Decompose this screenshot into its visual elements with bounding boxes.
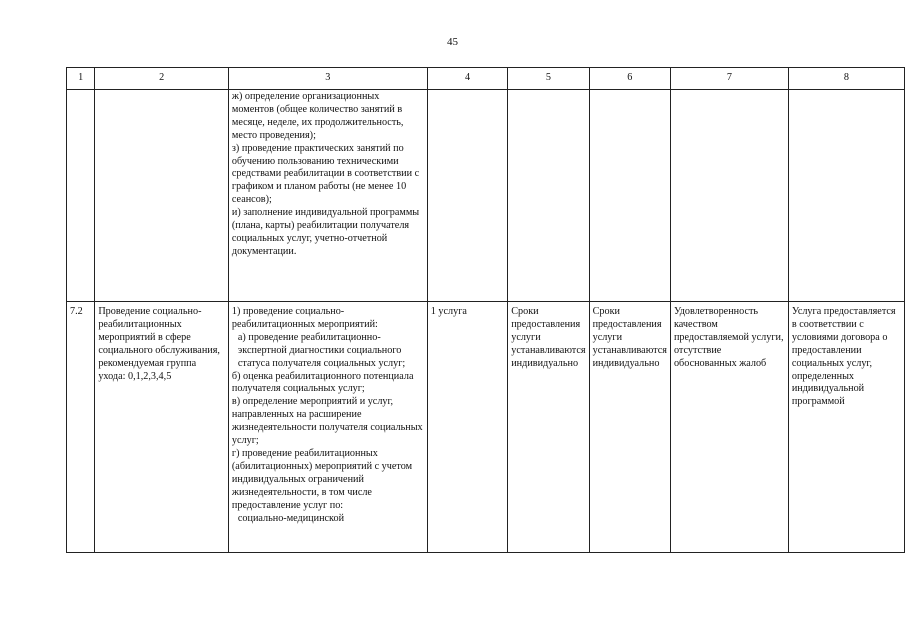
measures-cell: [228, 90, 427, 302]
cell-empty: [670, 90, 788, 302]
service-volume: 1 услуга: [427, 302, 507, 553]
measure-item: 1) проведение социально-реабилитационных мероприятий:: [231, 306, 378, 330]
row-number: 7.2: [67, 302, 95, 553]
measure-item: социально-медицинской: [237, 512, 345, 524]
measure-item: в) определение мероприятий и услуг, направленных на расширение жизнедеятельности получателя социальных услуг;: [231, 396, 423, 447]
cell-empty: [788, 90, 904, 302]
measure-item: и) заполнение индивидуальной программы (плана, карты) реабилитации получателя социальных услуг, учетно-отчетной документации.: [231, 207, 420, 257]
services-table: [66, 67, 905, 553]
cell-empty: [508, 90, 589, 302]
header-cell-2: 2: [95, 68, 229, 90]
header-cell-4: 4: [427, 68, 507, 90]
page-number: 45: [447, 36, 458, 48]
header-cell-3: 3: [228, 68, 427, 90]
measure-item: г) проведение реабилитационных (абилитационных) мероприятий с учетом индивидуальных ограничений жизнедеятельности, в том числе предоставление услуг по:: [231, 447, 413, 511]
table-row-continuation: [67, 90, 905, 302]
header-cell-7: 7: [670, 68, 788, 90]
header-cell-5: 5: [508, 68, 589, 90]
measure-item: ж) определение организационных моментов (общее количество занятий в месяце, неделе, их продолжительность, место проведения);: [231, 91, 404, 141]
cell-empty: [427, 90, 507, 302]
header-cell-8: 8: [788, 68, 904, 90]
table-header-row: [67, 68, 905, 90]
table-row-7-2: [67, 302, 905, 553]
service-terms: Сроки предоставления услуги устанавливаются индивидуально: [508, 302, 589, 553]
cell-empty: [589, 90, 670, 302]
measure-item: а) проведение реабилитационно-экспертной диагностики социального статуса получателя социальных услуг;: [237, 331, 406, 369]
cell-empty: [95, 90, 229, 302]
header-cell-6: 6: [589, 68, 670, 90]
service-name: Проведение социально-реабилитационных мероприятий в сфере социального обслуживания, рекомендуемая группа ухода: 0,1,2,3,4,5: [95, 302, 229, 553]
quality-indicator: Удовлетворенность качеством предоставляемой услуги, отсутствие обоснованных жалоб: [670, 302, 788, 553]
header-cell-1: 1: [67, 68, 95, 90]
measure-item: з) проведение практических занятий по обучению пользованию техническими средствами реабилитации в соответствии с графиком и планом работы (не менее 10 сеансов);: [231, 142, 420, 206]
measure-item: б) оценка реабилитационного потенциала получателя социальных услуг;: [231, 370, 414, 395]
measures-cell: [228, 302, 427, 553]
service-terms-alt: Сроки предоставления услуги устанавливаются индивидуально: [589, 302, 670, 553]
cell-empty: [67, 90, 95, 302]
service-conditions: Услуга предоставляется в соответствии с условиями договора о предоставлении социальных услуг, определенных индивидуальной программой: [788, 302, 904, 553]
